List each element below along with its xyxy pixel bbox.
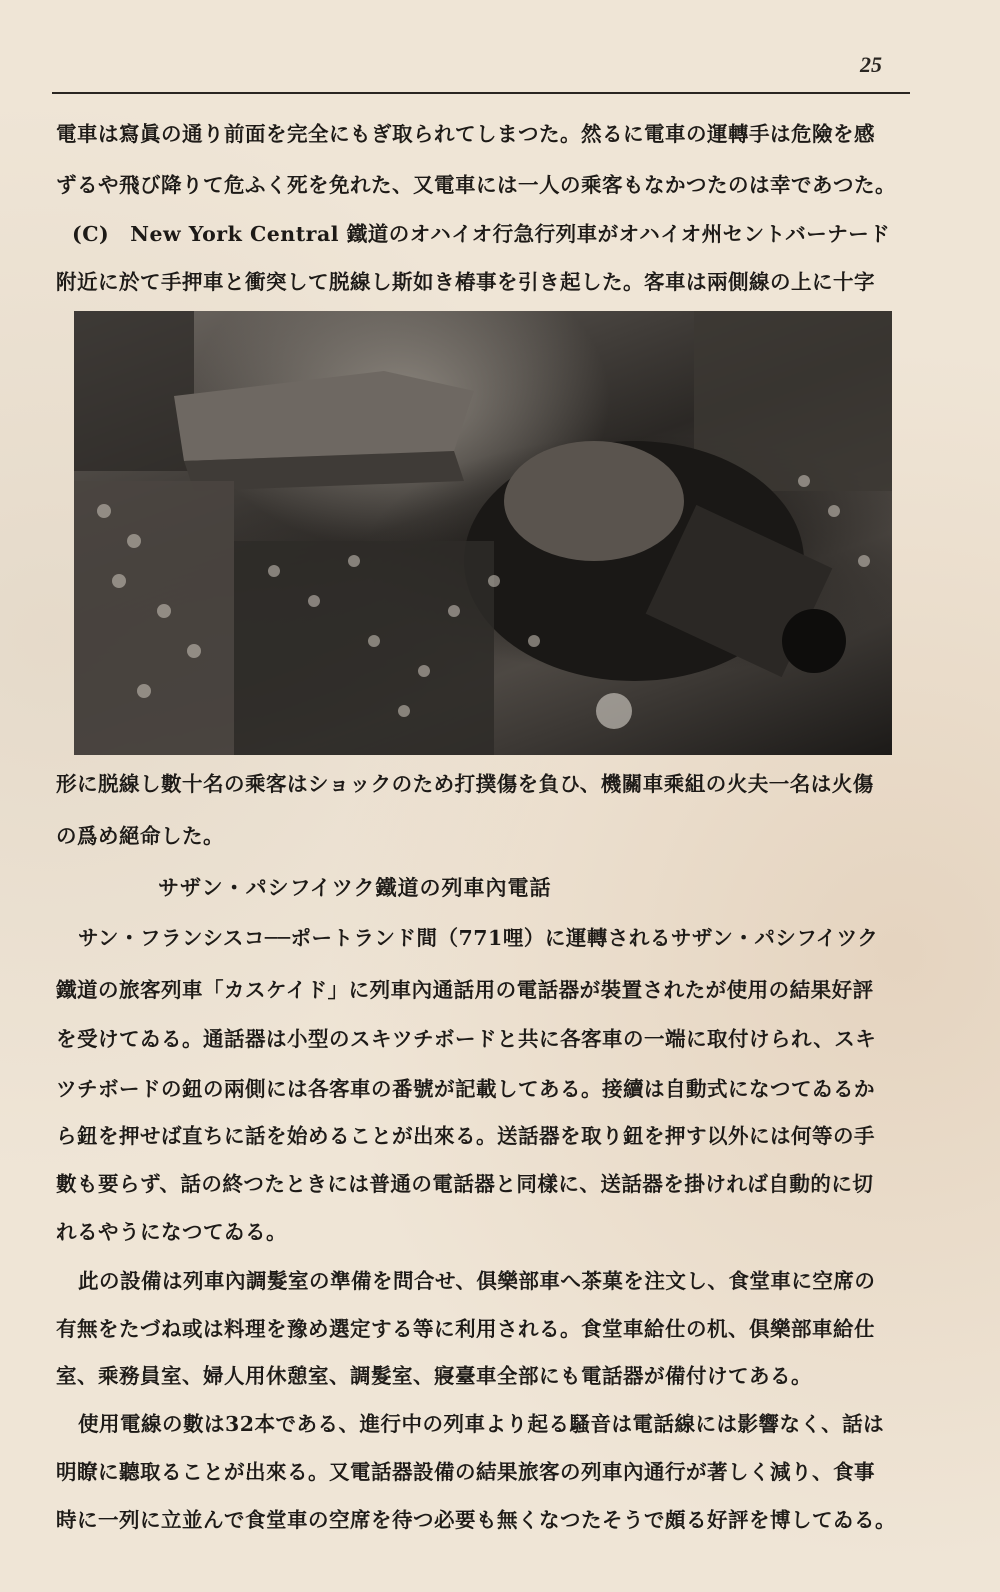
- train-wreck-photo: [74, 311, 892, 755]
- text-line: (C) New York Central 鐵道のオハイオ行急行列車がオハイオ州セントバーナード: [72, 222, 891, 246]
- header-rule: [52, 92, 910, 94]
- text-line: 有無をたづね或は料理を豫め選定する等に利用される。食堂車給仕の机、俱樂部車給仕: [56, 1317, 875, 1341]
- text-line: ずるや飛び降りて危ふく死を免れた、又電車には一人の乘客もなかつたのは幸であつた。: [56, 173, 896, 197]
- text-line: 數も要らず、話の終つたときには普通の電話器と同樣に、送話器を掛ければ自動的に切: [56, 1172, 874, 1196]
- text-line: れるやうになつてゐる。: [56, 1220, 287, 1244]
- text-line: を受けてゐる。通話器は小型のスキツチボードと共に各客車の一端に取付けられ、スキ: [56, 1027, 877, 1051]
- text-line: 附近に於て手押車と衝突して脱線し斯如き椿事を引き起した。客車は兩側線の上に十字: [56, 270, 875, 294]
- page-number: 25: [860, 52, 882, 77]
- text-line: の爲め絕命した。: [56, 824, 224, 848]
- section-heading: サザン・パシフイツク鐵道の列車內電話: [158, 875, 552, 900]
- text-line: 電車は寫眞の通り前面を完全にもぎ取られてしまつた。然るに電車の運轉手は危險を感: [56, 122, 875, 146]
- text-line: ら鈕を押せば直ちに話を始めることが出來る。送話器を取り鈕を押す以外には何等の手: [56, 1124, 875, 1148]
- text-line: ツチボードの鈕の兩側には各客車の番號が記載してある。接續は自動式になつてゐるか: [56, 1077, 875, 1101]
- text-line: 時に一列に立並んで食堂車の空席を待つ必要も無くなつたそうで頗る好評を博してゐる。: [56, 1508, 896, 1532]
- text-line: 使用電線の數は32本である、進行中の列車より起る騷音は電話線には影響なく、話は: [78, 1412, 885, 1436]
- text-line: 明瞭に聽取ることが出來る。又電話器設備の結果旅客の列車內通行が著しく減り、食事: [56, 1460, 875, 1484]
- text-line: サン・フランシスコ──ポートランド間（771哩）に運轉されるサザン・パシフイツク: [78, 926, 879, 950]
- photo-illustration: [74, 311, 892, 755]
- text-line: 室、乘務員室、婦人用休憩室、調髮室、寢臺車全部にも電話器が備付けてある。: [56, 1364, 812, 1388]
- text-line: 形に脱線し數十名の乘客はショックのため打撲傷を負ひ、機關車乘組の火夫一名は火傷: [56, 772, 874, 796]
- text-line: 鐵道の旅客列車「カスケイド」に列車內通話用の電話器が裝置されたが使用の結果好評: [56, 978, 874, 1002]
- text-line: 此の設備は列車內調髮室の準備を問合せ、俱樂部車へ茶菓を注文し、食堂車に空席の: [78, 1269, 876, 1293]
